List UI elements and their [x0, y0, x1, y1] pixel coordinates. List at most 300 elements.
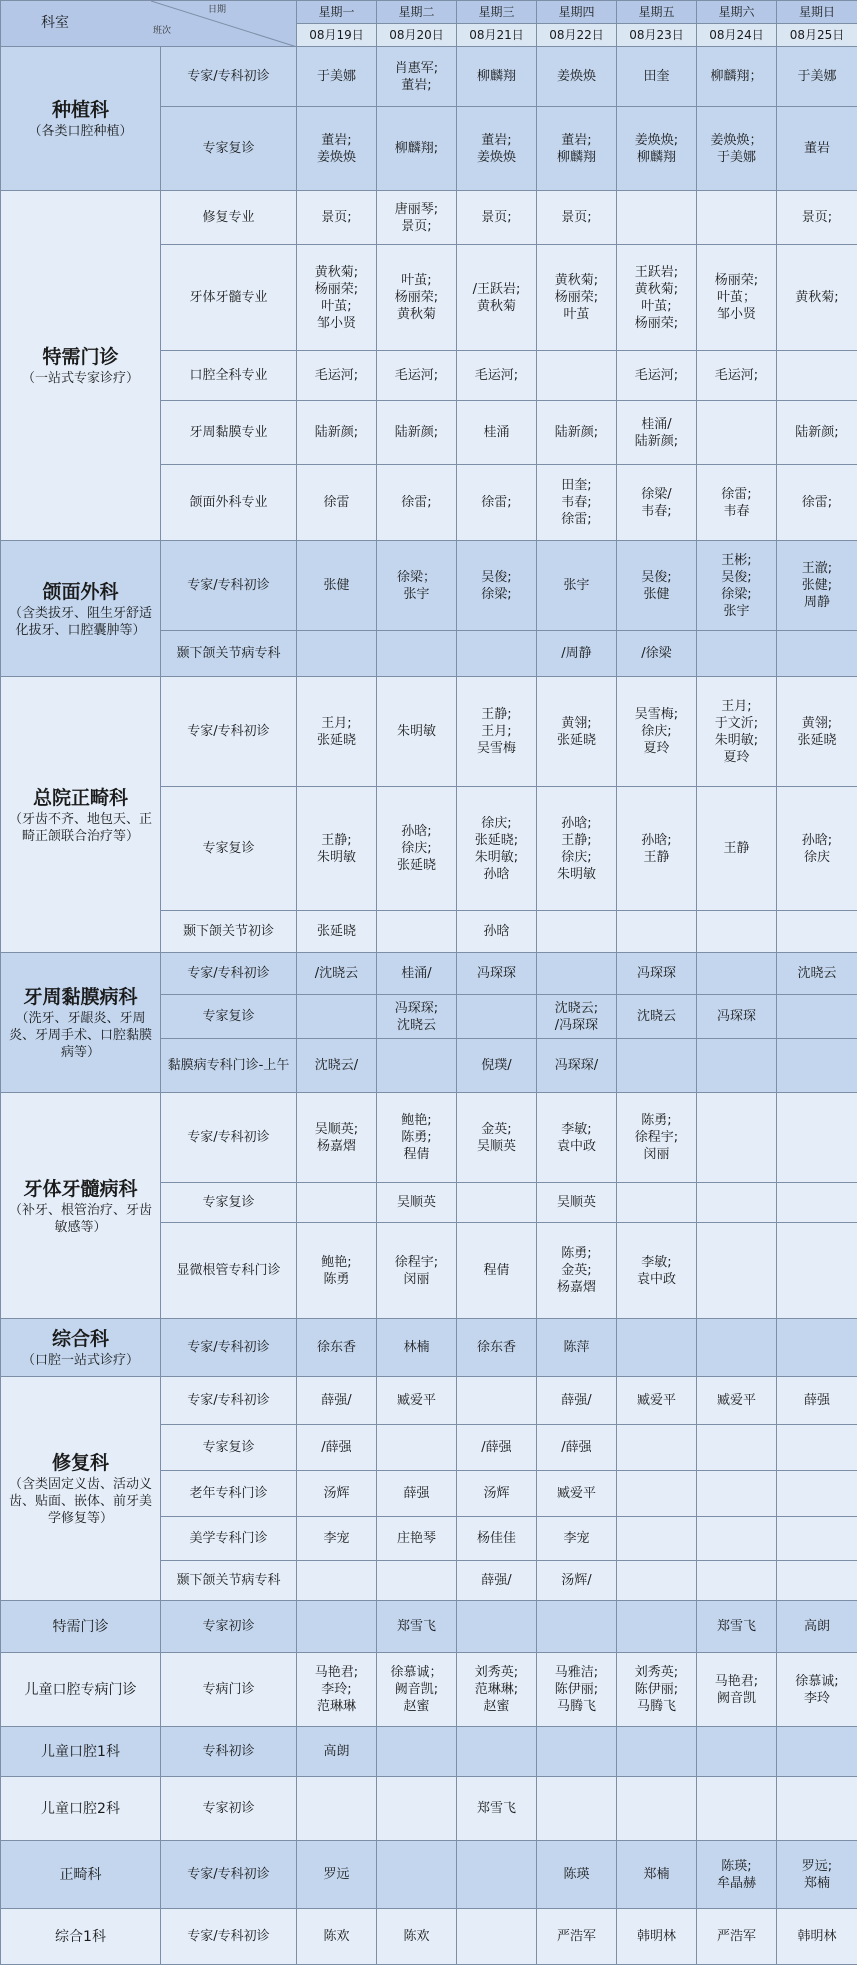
- doctor-names: 冯琛琛: [716, 1009, 756, 1024]
- department-name: 总院正畸科: [32, 786, 128, 809]
- department-name: 修复科: [51, 1452, 109, 1474]
- session-type-cell: 专家/专科初诊: [161, 541, 297, 631]
- schedule-row: [1, 541, 857, 631]
- doctor-cell: [537, 1471, 617, 1517]
- doctor-cell: [697, 1777, 777, 1841]
- department-description: （含类拔牙、阻生牙舒适化拔牙、口腔囊肿等）: [8, 605, 152, 638]
- doctor-names: 沈晓云; /冯琛琛: [554, 1000, 599, 1033]
- doctor-cell: [697, 677, 777, 787]
- session-type-cell: 颞下颌关节病专科: [161, 631, 297, 677]
- doctor-cell: [297, 1909, 377, 1965]
- doctor-cell: [697, 1183, 777, 1223]
- department-name: 正畸科: [59, 1866, 102, 1883]
- department-name: 儿童口腔2科: [41, 1800, 120, 1817]
- department-name: 综合科: [51, 1328, 109, 1350]
- doctor-names: 臧爱平: [556, 1486, 596, 1501]
- doctor-cell: [617, 1909, 697, 1965]
- doctor-names: 杨丽荣; 叶茧； 邹小贤: [714, 273, 759, 322]
- doctor-cell: [697, 1471, 777, 1517]
- doctor-cell: [617, 1471, 697, 1517]
- doctor-cell: [297, 245, 377, 351]
- doctor-cell: [537, 351, 617, 401]
- doctor-cell: [617, 1777, 697, 1841]
- header-weekday-row: [1, 1, 857, 24]
- doctor-cell: [777, 631, 857, 677]
- doctor-cell: [457, 1653, 537, 1727]
- schedule-row: [1, 1727, 857, 1777]
- session-type-cell: 老年专科门诊: [161, 1471, 297, 1517]
- doctor-cell: [697, 107, 777, 191]
- doctor-cell: [377, 787, 457, 911]
- department-name: 特需门诊: [52, 1618, 109, 1635]
- doctor-names: 陈勇; 金英; 杨嘉熠: [556, 1246, 596, 1295]
- doctor-names: 郑楠: [643, 1867, 670, 1882]
- doctor-names: 薛强/: [321, 1393, 352, 1408]
- department-name: 颌面外科: [42, 580, 119, 603]
- doctor-cell: [377, 677, 457, 787]
- doctor-cell: [617, 1601, 697, 1653]
- date-header: 08月20日: [377, 24, 457, 47]
- schedule-row: [1, 1319, 857, 1377]
- department-description: （含类固定义齿、活动义齿、贴面、嵌体、前牙美学修复等）: [8, 1477, 152, 1526]
- doctor-names: 李宠: [323, 1531, 350, 1546]
- doctor-names: 景页;: [481, 210, 512, 225]
- doctor-names: 于美娜: [316, 69, 356, 84]
- doctor-names: 陆新颜;: [394, 425, 439, 440]
- doctor-cell: [697, 1377, 777, 1425]
- doctor-cell: [537, 107, 617, 191]
- session-type-cell: 专家/专科初诊: [161, 1319, 297, 1377]
- department-cell: [1, 191, 161, 541]
- doctor-names: 鲍艳; 陈勇: [321, 1254, 352, 1287]
- doctor-cell: [617, 191, 697, 245]
- doctor-cell: [297, 465, 377, 541]
- doctor-cell: [457, 1093, 537, 1183]
- doctor-names: 王静: [723, 841, 750, 856]
- doctor-names: 严浩军: [556, 1929, 596, 1944]
- doctor-names: 朱明敏: [396, 724, 436, 739]
- doctor-cell: [297, 953, 377, 995]
- doctor-cell: [457, 1777, 537, 1841]
- department-description: （牙齿不齐、地包天、正畸正颌联合治疗等）: [8, 811, 152, 844]
- doctor-names: 柳麟翔;: [394, 141, 439, 156]
- doctor-cell: [537, 1601, 617, 1653]
- doctor-cell: [297, 1039, 377, 1093]
- doctor-cell: [537, 1093, 617, 1183]
- doctor-names: 张健: [323, 578, 350, 593]
- doctor-names: 薛强: [403, 1486, 430, 1501]
- session-type-cell: 颞下颌关节初诊: [161, 911, 297, 953]
- doctor-cell: [457, 677, 537, 787]
- doctor-names: 姜焕焕: [556, 69, 596, 84]
- doctor-names: 林楠: [403, 1340, 430, 1355]
- doctor-cell: [617, 787, 697, 911]
- doctor-names: 韩明林: [797, 1929, 837, 1944]
- doctor-names: 桂涌: [483, 425, 510, 440]
- schedule-row: [1, 1841, 857, 1909]
- doctor-cell: [377, 107, 457, 191]
- department-cell: [1, 47, 161, 191]
- department-cell: [1, 1601, 161, 1653]
- doctor-names: 徐慕诚； 阙音凯; 赵蜜: [390, 1665, 443, 1714]
- doctor-cell: [377, 191, 457, 245]
- schedule-row: [1, 1377, 857, 1425]
- doctor-names: 王彬; 吴俊; 徐梁; 张宇: [721, 552, 752, 619]
- doctor-names: 陈瑛; 牟晶赫: [716, 1858, 756, 1891]
- weekday-header: 星期五: [617, 1, 697, 24]
- doctor-cell: [457, 911, 537, 953]
- session-type-cell: 专家复诊: [161, 1183, 297, 1223]
- doctor-cell: [617, 401, 697, 465]
- doctor-names: 陆新颜;: [314, 425, 359, 440]
- doctor-cell: [457, 191, 537, 245]
- doctor-cell: [377, 953, 457, 995]
- doctor-names: /薛强: [481, 1440, 512, 1455]
- doctor-names: 柳麟翔；: [710, 69, 763, 84]
- department-name: 牙周黏膜病科: [23, 986, 138, 1008]
- doctor-cell: [377, 541, 457, 631]
- doctor-names: 王月; 于文沂; 朱明敏; 夏玲: [714, 698, 759, 765]
- doctor-cell: [537, 953, 617, 995]
- doctor-cell: [617, 953, 697, 995]
- doctor-cell: [457, 631, 537, 677]
- doctor-cell: [297, 995, 377, 1039]
- doctor-cell: [777, 787, 857, 911]
- doctor-cell: [377, 465, 457, 541]
- doctor-names: 陈勇; 徐程宇; 闵丽: [634, 1113, 679, 1162]
- doctor-names: 高朗: [803, 1619, 830, 1634]
- doctor-names: /沈晓云: [314, 966, 359, 981]
- doctor-cell: [537, 1517, 617, 1561]
- doctor-cell: [457, 787, 537, 911]
- doctor-names: 冯琛琛; 沈晓云: [394, 1000, 439, 1033]
- doctor-cell: [457, 1319, 537, 1377]
- doctor-cell: [377, 1223, 457, 1319]
- doctor-names: 王澈; 张健; 周静: [801, 561, 833, 610]
- doctor-names: /王跃岩; 黄秋菊: [472, 281, 521, 314]
- doctor-names: 陆新颜;: [795, 425, 839, 440]
- department-name: 种植科: [51, 99, 109, 121]
- doctor-cell: [697, 47, 777, 107]
- doctor-cell: [697, 351, 777, 401]
- doctor-names: 徐东香: [316, 1340, 356, 1355]
- doctor-names: 柳麟翔: [476, 69, 516, 84]
- department-name: 综合1科: [55, 1928, 106, 1945]
- doctor-cell: [777, 1319, 857, 1377]
- weekday-header: 星期六: [697, 1, 777, 24]
- date-axis-label: 日期: [207, 5, 226, 15]
- doctor-names: 徐程宇; 闵丽: [394, 1254, 439, 1287]
- doctor-cell: [377, 1471, 457, 1517]
- date-header: 08月21日: [457, 24, 537, 47]
- doctor-names: /徐梁: [641, 646, 672, 661]
- doctor-cell: [777, 1039, 857, 1093]
- doctor-names: 张延晓: [316, 924, 356, 939]
- doctor-cell: [777, 1377, 857, 1425]
- doctor-cell: [537, 47, 617, 107]
- doctor-names: 徐东香: [476, 1340, 516, 1355]
- doctor-cell: [297, 677, 377, 787]
- doctor-names: 田奎; 韦春; 徐雷;: [561, 478, 592, 527]
- department-cell: [1, 1841, 161, 1909]
- doctor-cell: [377, 1601, 457, 1653]
- doctor-cell: [777, 245, 857, 351]
- doctor-names: /薛强: [561, 1440, 592, 1455]
- doctor-names: 景页;: [801, 210, 833, 225]
- session-type-cell: 美学专科门诊: [161, 1517, 297, 1561]
- doctor-cell: [537, 1319, 617, 1377]
- doctor-cell: [457, 1727, 537, 1777]
- doctor-cell: [377, 1425, 457, 1471]
- doctor-names: 马艳君; 李玲; 范琳琳: [314, 1665, 359, 1714]
- schedule-row: [1, 953, 857, 995]
- doctor-cell: [377, 1841, 457, 1909]
- doctor-cell: [377, 1653, 457, 1727]
- doctor-names: 陈欢: [323, 1929, 350, 1944]
- doctor-cell: [697, 1039, 777, 1093]
- doctor-cell: [537, 1561, 617, 1601]
- session-type-cell: 黏膜病专科门诊-上午: [161, 1039, 297, 1093]
- doctor-names: 鲍艳; 陈勇; 程倩: [401, 1113, 432, 1162]
- doctor-cell: [457, 401, 537, 465]
- doctor-names: 臧爱平: [716, 1393, 756, 1408]
- doctor-names: 姜焕焕； 于美娜: [710, 132, 763, 165]
- doctor-names: 吴雪梅; 徐庆; 夏玲: [634, 707, 679, 756]
- doctor-cell: [457, 541, 537, 631]
- department-cell: [1, 541, 161, 677]
- date-header: 08月19日: [297, 24, 377, 47]
- doctor-cell: [697, 1425, 777, 1471]
- date-header: 08月25日: [777, 24, 857, 47]
- doctor-cell: [297, 401, 377, 465]
- doctor-names: 冯琛琛: [636, 966, 676, 981]
- doctor-cell: [617, 631, 697, 677]
- doctor-names: 马艳君; 阙音凯: [714, 1673, 759, 1706]
- doctor-names: 董岩; 柳麟翔: [556, 132, 596, 165]
- doctor-cell: [777, 1183, 857, 1223]
- doctor-cell: [617, 1183, 697, 1223]
- doctor-cell: [297, 191, 377, 245]
- doctor-cell: [697, 401, 777, 465]
- doctor-cell: [457, 953, 537, 995]
- doctor-cell: [697, 465, 777, 541]
- doctor-cell: [697, 1223, 777, 1319]
- department-name: 牙体牙髓病科: [23, 1177, 138, 1200]
- doctor-names: /周静: [561, 646, 592, 661]
- doctor-names: 沈晓云: [636, 1009, 676, 1024]
- doctor-names: 黄秋菊;: [795, 290, 839, 305]
- session-type-cell: 专家/专科初诊: [161, 1377, 297, 1425]
- doctor-cell: [537, 1841, 617, 1909]
- doctor-names: 黄翎; 张延晓: [556, 715, 596, 748]
- session-type-cell: 专家/专科初诊: [161, 47, 297, 107]
- schedule-row: [1, 1777, 857, 1841]
- doctor-names: 肖惠军; 董岩;: [394, 60, 439, 93]
- doctor-cell: [457, 1517, 537, 1561]
- session-type-cell: 口腔全科专业: [161, 351, 297, 401]
- doctor-names: 徐慕诚; 李玲: [795, 1673, 839, 1706]
- doctor-cell: [697, 953, 777, 995]
- doctor-cell: [377, 1377, 457, 1425]
- doctor-names: 罗远; 郑楠: [801, 1858, 833, 1891]
- doctor-cell: [297, 1517, 377, 1561]
- doctor-cell: [297, 1841, 377, 1909]
- doctor-cell: [617, 245, 697, 351]
- doctor-names: 刘秀英; 陈伊丽; 马腾飞: [634, 1665, 679, 1714]
- doctor-cell: [537, 465, 617, 541]
- doctor-cell: [617, 1841, 697, 1909]
- doctor-cell: [457, 1425, 537, 1471]
- department-cell: [1, 1319, 161, 1377]
- doctor-cell: [777, 1517, 857, 1561]
- doctor-cell: [537, 191, 617, 245]
- doctor-cell: [697, 1517, 777, 1561]
- doctor-cell: [377, 245, 457, 351]
- doctor-names: 臧爱平: [636, 1393, 676, 1408]
- doctor-names: 庄艳琴: [396, 1531, 436, 1546]
- doctor-cell: [457, 107, 537, 191]
- doctor-cell: [777, 677, 857, 787]
- date-header: 08月23日: [617, 24, 697, 47]
- doctor-cell: [457, 351, 537, 401]
- doctor-cell: [457, 1561, 537, 1601]
- doctor-cell: [697, 911, 777, 953]
- doctor-names: 田奎: [643, 69, 670, 84]
- session-type-cell: 颞下颌关节病专科: [161, 1561, 297, 1601]
- doctor-names: 景页;: [321, 210, 352, 225]
- doctor-cell: [537, 995, 617, 1039]
- doctor-names: 唐丽琴; 景页;: [394, 201, 439, 234]
- session-type-cell: 专家复诊: [161, 1425, 297, 1471]
- doctor-names: 董岩; 姜焕焕: [316, 132, 356, 165]
- session-type-cell: 专家/专科初诊: [161, 953, 297, 995]
- doctor-cell: [617, 1517, 697, 1561]
- doctor-cell: [617, 1653, 697, 1727]
- doctor-names: 冯琛琛/: [554, 1058, 599, 1073]
- department-description: （洗牙、牙龈炎、牙周炎、牙周手术、口腔黏膜病等）: [8, 1011, 152, 1060]
- doctor-names: /薛强: [321, 1440, 352, 1455]
- doctor-cell: [377, 401, 457, 465]
- session-type-cell: 专家复诊: [161, 107, 297, 191]
- doctor-names: 郑雪飞: [476, 1801, 516, 1816]
- weekday-header: 星期日: [777, 1, 857, 24]
- weekday-header: 星期四: [537, 1, 617, 24]
- doctor-cell: [777, 541, 857, 631]
- session-type-cell: 牙周黏膜专业: [161, 401, 297, 465]
- doctor-names: 郑雪飞: [396, 1619, 436, 1634]
- doctor-names: 董岩; 姜焕焕: [476, 132, 516, 165]
- department-cell: [1, 1653, 161, 1727]
- doctor-names: 王静; 朱明敏: [316, 832, 356, 865]
- session-type-cell: 专家初诊: [161, 1777, 297, 1841]
- doctor-names: 徐梁； 张宇: [396, 569, 436, 602]
- doctor-cell: [697, 1727, 777, 1777]
- doctor-names: 高朗: [323, 1744, 350, 1759]
- date-header: 08月22日: [537, 24, 617, 47]
- doctor-names: 吴俊; 徐梁;: [481, 569, 512, 602]
- doctor-cell: [537, 677, 617, 787]
- doctor-names: 孙晗; 王静: [641, 832, 672, 865]
- doctor-names: 徐雷;: [801, 495, 833, 510]
- doctor-cell: [377, 1093, 457, 1183]
- doctor-cell: [617, 47, 697, 107]
- doctor-cell: [377, 1909, 457, 1965]
- doctor-cell: [697, 1909, 777, 1965]
- doctor-cell: [697, 631, 777, 677]
- doctor-cell: [617, 1319, 697, 1377]
- doctor-cell: [777, 465, 857, 541]
- doctor-cell: [777, 1561, 857, 1601]
- doctor-names: 韩明林: [636, 1929, 676, 1944]
- doctor-cell: [777, 1093, 857, 1183]
- doctor-cell: [617, 1377, 697, 1425]
- doctor-cell: [697, 1319, 777, 1377]
- weekday-header: 星期二: [377, 1, 457, 24]
- doctor-cell: [777, 1909, 857, 1965]
- doctor-cell: [457, 995, 537, 1039]
- session-type-cell: 专家/专科初诊: [161, 1841, 297, 1909]
- doctor-names: 汤辉/: [561, 1573, 592, 1588]
- session-axis-label: 班次: [153, 26, 172, 36]
- doctor-names: 徐雷; 韦春: [721, 486, 752, 519]
- doctor-cell: [697, 787, 777, 911]
- doctor-cell: [457, 1601, 537, 1653]
- doctor-cell: [297, 911, 377, 953]
- weekday-header: 星期三: [457, 1, 537, 24]
- doctor-cell: [457, 1909, 537, 1965]
- doctor-cell: [457, 1471, 537, 1517]
- doctor-names: 薛强/: [561, 1393, 592, 1408]
- doctor-names: 毛运河;: [474, 368, 519, 383]
- doctor-cell: [297, 351, 377, 401]
- doctor-cell: [537, 787, 617, 911]
- department-name: 特需门诊: [42, 346, 119, 368]
- department-cell: [1, 1777, 161, 1841]
- doctor-cell: [457, 1377, 537, 1425]
- schedule-row: [1, 1601, 857, 1653]
- doctor-cell: [617, 1039, 697, 1093]
- doctor-cell: [297, 1727, 377, 1777]
- doctor-cell: [297, 1183, 377, 1223]
- doctor-cell: [617, 1223, 697, 1319]
- department-cell: [1, 1093, 161, 1319]
- doctor-cell: [777, 995, 857, 1039]
- doctor-names: 吴俊; 张健: [641, 569, 672, 602]
- doctor-names: 徐庆; 张延晓; 朱明敏; 孙晗: [474, 815, 519, 882]
- doctor-cell: [297, 631, 377, 677]
- department-cell: [1, 1909, 161, 1965]
- doctor-cell: [617, 995, 697, 1039]
- doctor-cell: [297, 1223, 377, 1319]
- schedule-row: [1, 1093, 857, 1183]
- doctor-cell: [537, 1909, 617, 1965]
- doctor-names: 吴顺英; 杨嘉熠: [314, 1121, 359, 1154]
- doctor-cell: [457, 465, 537, 541]
- doctor-cell: [377, 1777, 457, 1841]
- session-type-cell: 专家初诊: [161, 1601, 297, 1653]
- doctor-cell: [697, 995, 777, 1039]
- schedule-row: [1, 47, 857, 107]
- doctor-cell: [777, 1727, 857, 1777]
- doctor-cell: [777, 47, 857, 107]
- doctor-names: 徐雷;: [481, 495, 512, 510]
- session-type-cell: 专病门诊: [161, 1653, 297, 1727]
- session-type-cell: 专家/专科初诊: [161, 1909, 297, 1965]
- doctor-cell: [377, 1727, 457, 1777]
- doctor-names: 徐雷;: [401, 495, 432, 510]
- doctor-names: 马雅洁; 陈伊丽; 马腾飞: [554, 1665, 599, 1714]
- doctor-cell: [537, 245, 617, 351]
